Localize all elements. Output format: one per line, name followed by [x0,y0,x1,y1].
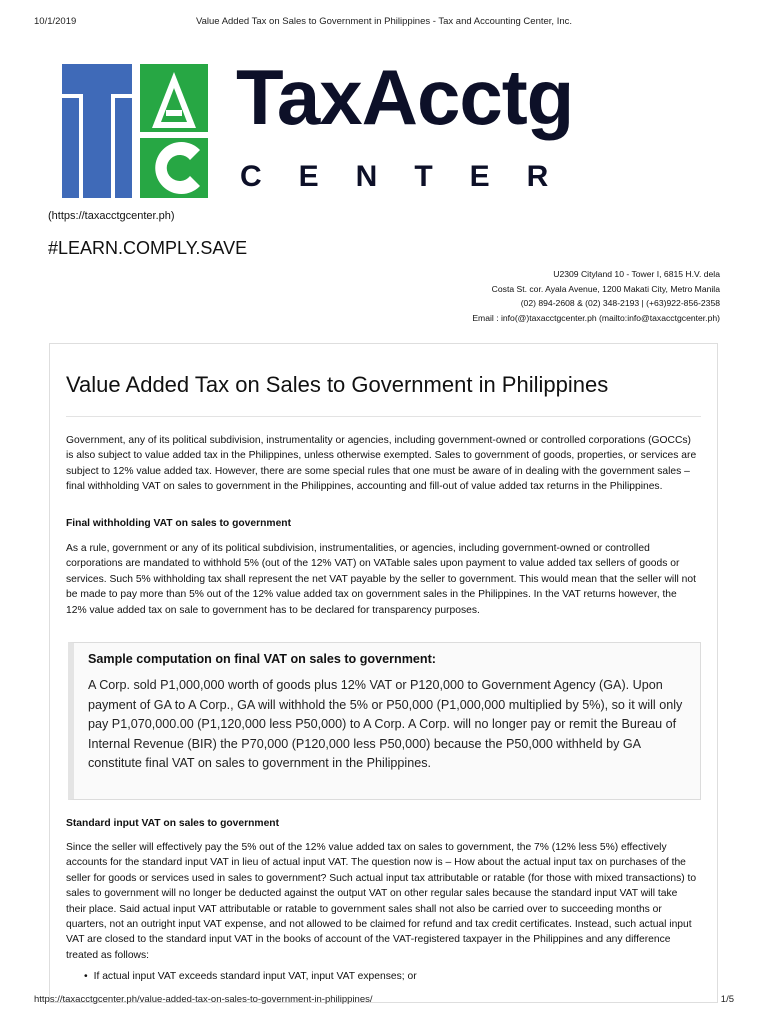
callout-body: A Corp. sold P1,000,000 worth of goods plus 12% VAT or P120,000 to Government Agency (GA). Upon payment of GA to A Corp., GA will withhold the 5% or P50,000 (P1,000,000 multiplied by 5%), so it will only pay P1,070,000.00 (P1,120,000 less P50,000) to A Corp. A Corp. will no longer pay or remit the Bureau of Internal Revenue (BIR) the P70,000 (P120,000 less P50,000) because the P50,000 withheld by GA constitute final VAT on sales to government in the Philippines. [88,678,683,770]
title-divider [66,416,701,417]
contact-address [472,267,720,325]
email-line[interactable]: Email : info(@)taxacctgcenter.ph (mailto:info@taxacctgcenter.ph) [472,312,720,323]
print-header [34,16,734,30]
sample-computation-callout [68,642,701,800]
logo-t-bar [62,64,132,94]
final-withholding-paragraph: As a rule, government or any of its political subdivision, instrumentalities, or agencies, including government-owned or controlled corporations are mandated to withhold 5% (out of the 12% VAT) on VATable sales upon payment to value added tax sellers of goods or services. Such 5% withholding tax shall represent the net VAT payable by the seller to government. This would mean that the seller will not be made to pay more than 5% out of the 12% value added tax on government sales in the Philippines. In the VAT returns however, the 12% value added tax on sale to government has to be declared for transparency purposes. [66,543,696,616]
section-heading-standard-input: Standard input VAT on sales to government [66,818,280,829]
intro-paragraph: Government, any of its political subdivision, instrumentality or agencies, including government-owned or controlled corporations (GOCCs) is also subject to value added tax in the Philippines, unless otherwise exempted. Sales to government of goods, properties, or services are subject to 12% value added tax. However, there are some special rules that one must be aware of in dealing with the government sales – final withholding VAT on sales to government in the Philippines, accounting and fill-out of value added tax returns in the Philippines. [66,435,697,493]
print-footer [34,994,734,1008]
print-date: 10/1/2019 [34,16,77,27]
tac-logo-icon[interactable] [62,64,208,198]
treatment-list [84,971,417,982]
print-url: https://taxacctgcenter.ph/value-added-tax-on-sales-to-government-in-philippines/ [34,994,373,1005]
section-heading-final-withholding: Final withholding VAT on sales to government [66,518,292,529]
brand-subword: CENTER [240,160,586,193]
article-title: Value Added Tax on Sales to Government in Philippines [66,372,609,397]
logo-t-stem [83,94,111,198]
phone-line: (02) 894-2608 & (02) 348-2193 | (+63)922-856-2358 [520,298,720,308]
print-page-title: Value Added Tax on Sales to Government in Philippines - Tax and Accounting Center, Inc. [195,16,572,27]
address-line: U2309 Cityland 10 - Tower I, 6815 H.V. dela [553,269,720,279]
tagline: #LEARN.COMPLY.SAVE [48,238,248,258]
address-line: Costa St. cor. Ayala Avenue, 1200 Makati City, Metro Manila [491,283,720,294]
brand-wordmark[interactable]: TaxAcctg [236,53,574,141]
page-number: 1/5 [720,994,734,1005]
site-link[interactable]: (https://taxacctgcenter.ph) [48,210,175,222]
article-card [49,343,718,1003]
list-item: • If actual input VAT exceeds standard input VAT, input VAT expenses; or [84,971,417,982]
callout-title: Sample computation on final VAT on sales to government: [88,652,436,666]
standard-input-paragraph: Since the seller will effectively pay the 5% out of the 12% value added tax on sales to government, the 7% (12% less 5%) effectively accounts for the standard input VAT in lieu of actual input VAT. The question now is – How about the actual input tax on purchases of the seller for goods or services used in sales to government? Such actual input tax attributable or ratable (for those with mixed transactions) to sales to government will no longer be deducted against the output VAT on other regular sales because the standard input VAT will take their place. Said actual input VAT attributable or ratable to government sales shall not also be carried over to succeeding months or quarters, not an outright input VAT expense, and not allowed to be claimed for refund and tax credit certificates. Instead, such actual input VAT are closed to the standard input VAT in the books of account of the VAT-registered taxpayer in the Philippines and any difference treated as follows: [66,842,697,961]
